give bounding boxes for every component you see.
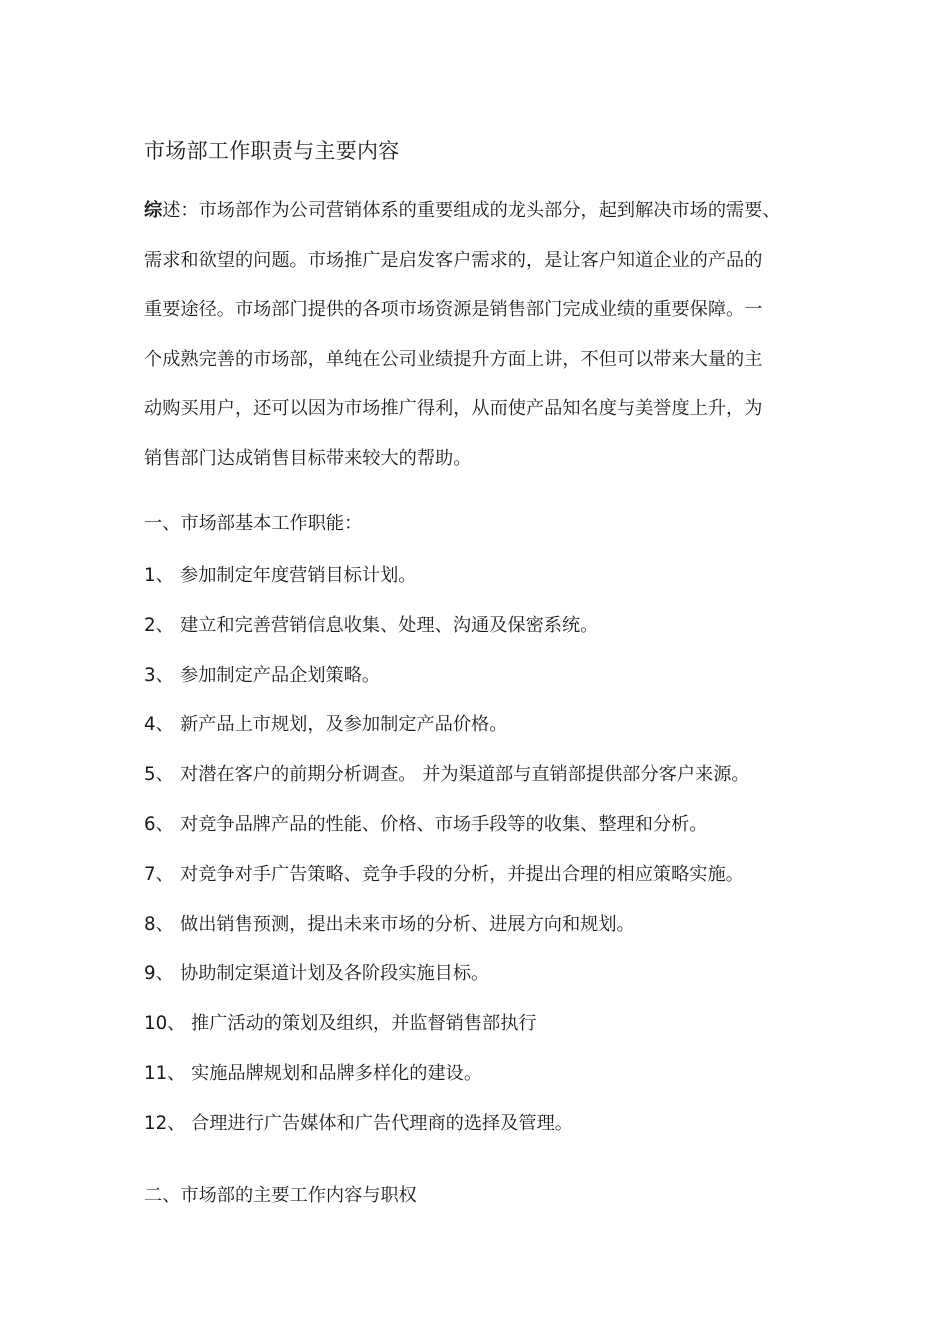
intro-label: 综: [144, 200, 163, 221]
list-item-text: 建立和完善营销信息收集、处理、沟通及保密系统。: [180, 614, 599, 636]
list-item-number: 12、: [144, 1112, 186, 1134]
document-title: 市场部工作职责与主要内容: [144, 139, 400, 163]
intro-line-2: 需求和欲望的问题。市场推广是启发客户需求的，是让客户知道企业的产品的: [144, 249, 763, 271]
list-item-number: 3、: [144, 664, 174, 686]
duties-list: [144, 562, 844, 1160]
intro-line-4: 个成熟完善的市场部，单纯在公司业绩提升方面上讲，不但可以带来大量的主: [144, 348, 763, 370]
intro-line-1-text: ：市场部作为公司营销体系的重要组成的龙头部分，起到解决市场的需要、: [180, 200, 781, 221]
intro-line-6: 销售部门达成销售目标带来较大的帮助。: [144, 447, 472, 469]
list-item-number: 9、: [144, 963, 174, 985]
list-item-number: 4、: [144, 714, 174, 736]
list-item: [144, 761, 844, 811]
list-item-text: 新产品上市规划，及参加制定产品价格。: [180, 714, 508, 736]
list-item-number: 7、: [144, 863, 174, 885]
list-item-text: 对竞争对手广告策略、竞争手段的分析，并提出合理的相应策略实施。: [180, 863, 744, 885]
intro-label-rest: 述: [162, 200, 181, 221]
list-item: [144, 662, 844, 712]
list-item: [144, 711, 844, 761]
list-item: [144, 911, 844, 961]
list-item: [144, 960, 844, 1010]
list-item-text: 参加制定年度营销目标计划。: [180, 565, 417, 586]
list-item: [144, 811, 844, 861]
list-item: [144, 1060, 844, 1110]
intro-paragraph: [144, 186, 844, 484]
intro-line-5: 动购买用户，还可以因为市场推广得利，从而使产品知名度与美誉度上升，为: [144, 398, 763, 420]
list-item-number: 5、: [144, 764, 174, 786]
list-item-text: 对潜在客户的前期分析调查。 并为渠道部与直销部提供部分客户来源。: [180, 764, 750, 786]
intro-line-3: 重要途径。市场部门提供的各项市场资源是销售部门完成业绩的重要保障。一: [144, 299, 763, 321]
section-heading-1: 一、市场部基本工作职能：: [144, 513, 363, 534]
list-item-number: 8、: [144, 913, 174, 935]
list-item-number: 10、: [144, 1013, 186, 1035]
list-item-text: 合理进行广告媒体和广告代理商的选择及管理。: [191, 1112, 573, 1134]
list-item-number: 1、: [144, 565, 174, 586]
list-item-number: 6、: [144, 813, 174, 835]
intro-line-1: [144, 186, 844, 236]
list-item-text: 对竞争品牌产品的性能、价格、市场手段等的收集、整理和分析。: [180, 813, 708, 835]
list-item-text: 参加制定产品企划策略。: [180, 664, 381, 686]
list-item: [144, 1010, 844, 1060]
list-item: [144, 861, 844, 911]
list-item-number: 2、: [144, 614, 174, 636]
list-item-text: 协助制定渠道计划及各阶段实施目标。: [180, 963, 490, 985]
list-item: [144, 562, 844, 612]
section-heading-2: 二、市场部的主要工作内容与职权: [144, 1185, 417, 1206]
list-item-text: 推广活动的策划及组织，并监督销售部执行: [191, 1013, 537, 1035]
list-item: [144, 612, 844, 662]
list-item-number: 11、: [144, 1062, 186, 1084]
list-item-text: 做出销售预测，提出未来市场的分析、进展方向和规划。: [180, 913, 635, 935]
list-item-text: 实施品牌规划和品牌多样化的建设。: [191, 1062, 483, 1084]
list-item: [144, 1110, 844, 1160]
